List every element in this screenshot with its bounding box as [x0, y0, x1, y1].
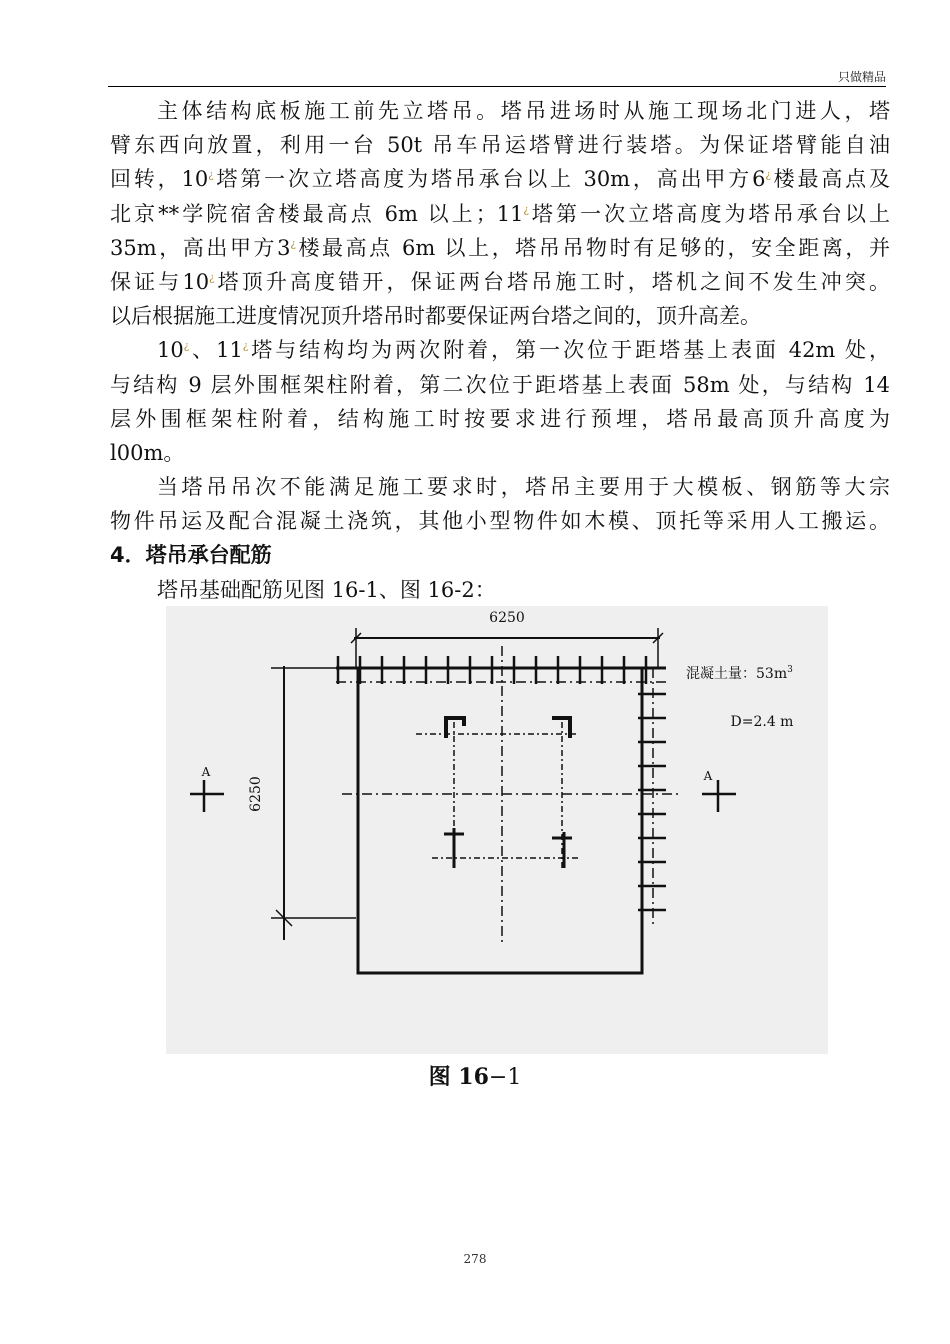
paragraph-line: 以后根据施工进度情况顶升塔吊时都要保证两台塔之间的，顶升高差。	[110, 304, 761, 329]
paragraph-line: l00m。	[110, 440, 185, 465]
paragraph-line: 臂东西向放置，利用一台 50t 吊车吊运塔臂进行装塔。为保证塔臂能自油	[110, 133, 890, 158]
figure-16-1	[166, 606, 828, 1054]
corner-bracket	[446, 718, 464, 738]
slab-outline	[358, 668, 642, 973]
paragraph-line: 10¿、11¿塔与结构均为两次附着，第一次位于距塔基上表面 42m 处，	[157, 338, 890, 363]
superscript-mark: ¿	[523, 204, 529, 216]
superscript-mark: ¿	[290, 238, 296, 250]
dim-top-label: 6250	[489, 610, 525, 626]
paragraph-line: 当塔吊吊次不能满足施工要求时，塔吊主要用于大模板、钢筋等大宗	[157, 475, 890, 500]
header-label: 只做精品	[837, 70, 886, 84]
paragraph-line: 物件吊运及配合混凝土浇筑，其他小型物件如木模、顶托等采用人工搬运。	[110, 509, 890, 534]
superscript-mark: ¿	[765, 170, 771, 182]
corner-bracket	[552, 718, 570, 738]
rebar-ticks-top	[338, 656, 646, 684]
concrete-volume-label: 混凝土量：$53m^3$	[686, 665, 793, 682]
dim-left-label: 6250	[248, 776, 264, 812]
paragraph-line: 35m，高出甲方3¿楼最高点 6m 以上，塔吊吊物时有足够的，安全距离，并	[110, 235, 890, 260]
section-a-left-label: A	[201, 765, 211, 779]
figure-reference: 塔吊基础配筋见图 16-1、图 16-2：	[157, 577, 496, 602]
section-heading: 4．塔吊承台配筋	[110, 543, 272, 568]
section-a-right-label: A	[703, 769, 713, 783]
paragraph-line: 北京**学院宿舍楼最高点 6m 以上；11¿塔第一次立塔高度为塔吊承台以上	[110, 201, 890, 226]
paragraph-line: 回转，10¿塔第一次立塔高度为塔吊承台以上 30m，高出甲方6¿楼最高点及	[110, 167, 890, 192]
page-number: 278	[463, 1252, 487, 1266]
superscript-mark: ¿	[208, 170, 214, 182]
paragraph-line: 保证与10¿塔顶升高度错开，保证两台塔吊施工时，塔机之间不发生冲突。	[110, 269, 890, 294]
superscript-mark: ¿	[242, 341, 249, 353]
depth-label: D=2.4 m	[730, 714, 794, 730]
paragraph-line: 主体结构底板施工前先立塔吊。塔吊进场时从施工现场北门进人，塔	[157, 99, 890, 123]
paragraph-line: 与结构 9 层外围框架柱附着，第二次位于距塔基上表面 58m 处，与结构 14	[110, 372, 890, 397]
superscript-mark: ¿	[183, 341, 190, 353]
foundation-rebar-drawing	[166, 606, 828, 1054]
figure-caption: 图 16−1	[428, 1064, 522, 1090]
body-text	[110, 94, 890, 607]
paragraph-line: 层外围框架柱附着，结构施工时按要求进行预埋，塔吊最高顶升高度为	[110, 406, 890, 431]
superscript-mark: ¿	[209, 272, 215, 284]
header-rule	[108, 86, 886, 87]
